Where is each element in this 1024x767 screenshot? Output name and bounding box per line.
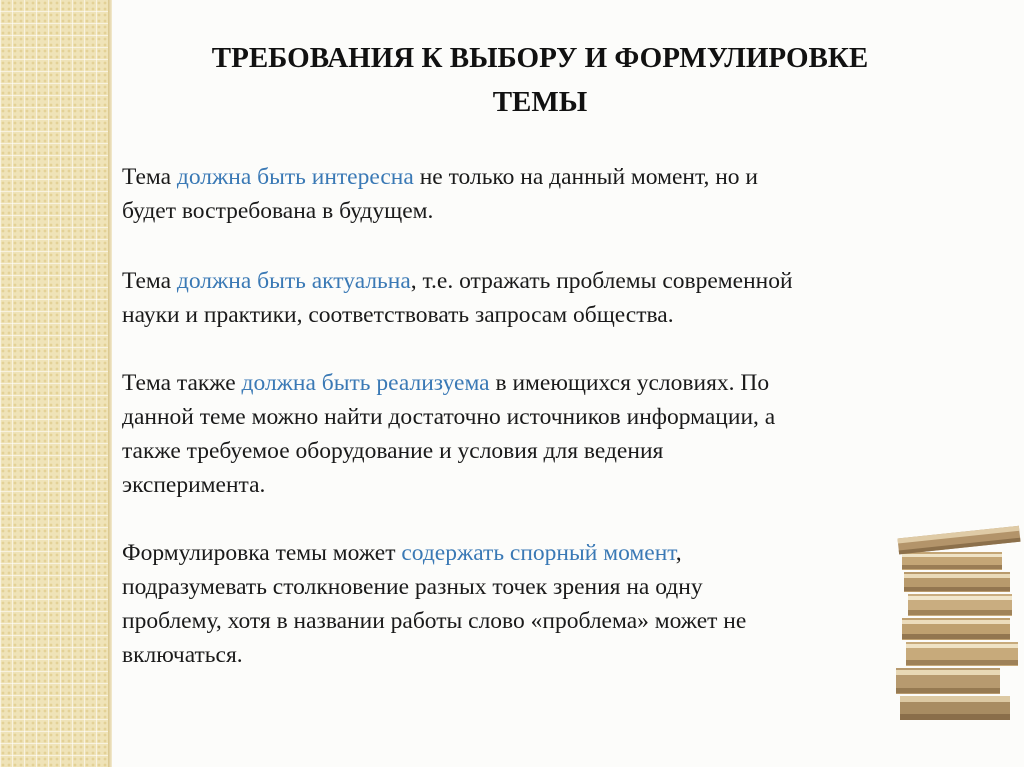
- highlight-controversial: содержать спорный момент: [401, 540, 676, 566]
- side-border-line: [108, 0, 112, 767]
- highlight-feasible: должна быть реализуема: [241, 370, 490, 396]
- book-stack-icon: [890, 520, 1024, 730]
- highlight-actual: должна быть актуальна: [176, 268, 411, 294]
- page-title: [140, 36, 940, 124]
- highlight-interesting: должна быть интересна: [176, 164, 414, 190]
- paragraph-interesting: Тема должна быть интересна не только на данный момент, но и будет востребована в будущем.: [122, 164, 759, 224]
- paragraph-controversial: Формулировка темы может содержать спорный момент, подразумевать столкновение разных точек зрения на одну проблему, хотя в названии работы слово «проблема» может не включаться.: [122, 540, 747, 668]
- side-decorative-pattern: [0, 0, 108, 767]
- paragraph-feasible: Тема также должна быть реализуема в имеющихся условиях. По данной теме можно найти достаточно источников информации, а также требуемое оборудование и условия для ведения эксперимента.: [122, 370, 776, 498]
- title-line-2: ТЕМЫ: [492, 86, 588, 118]
- paragraph-actual: Тема должна быть актуальна, т.е. отражать проблемы современной науки и практики, соответствовать запросам общества.: [122, 268, 793, 328]
- title-line-1: ТРЕБОВАНИЯ К ВЫБОРУ И ФОРМУЛИРОВКЕ: [211, 42, 869, 74]
